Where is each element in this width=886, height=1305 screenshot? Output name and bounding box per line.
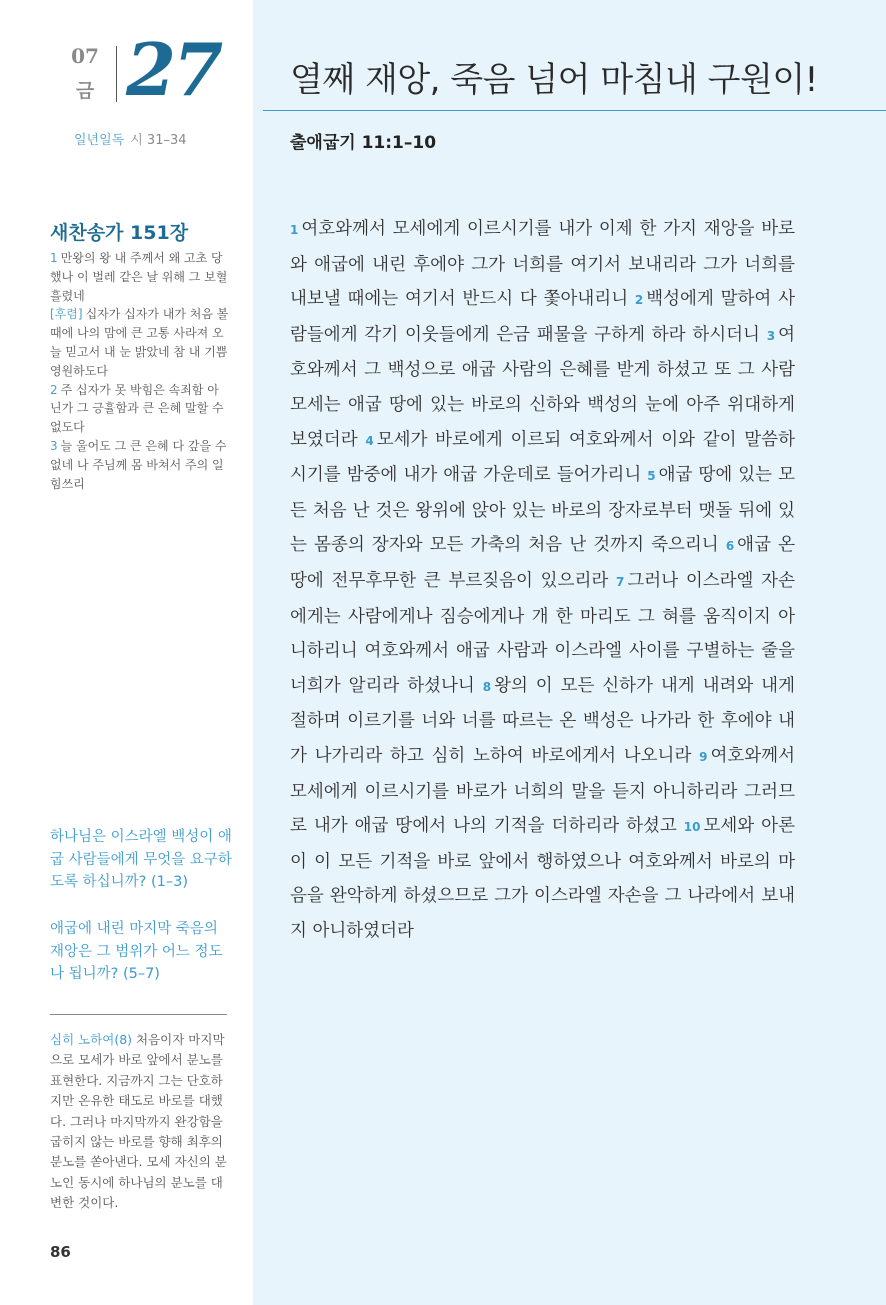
hymn-verse-text: 주 십자가 못 박힘은 속죄함 아닌가 그 긍휼함과 큰 은혜 말할 수 없도다 [50, 382, 224, 435]
verse-number: 2 [634, 293, 644, 308]
sidebar [0, 0, 253, 1305]
verse-number: 9 [699, 749, 708, 764]
hymn-verse [50, 381, 230, 437]
hymn-verse-num: 2 [50, 382, 58, 397]
hymn-verse-text: 늘 울어도 그 큰 은혜 다 갚을 수 없네 나 주님께 몸 바쳐서 주의 일 힘쓰리 [50, 438, 227, 491]
verse-text: 애굽 땅에 있는 모든 처음 난 것은 왕위에 앉아 있는 바로의 장자로부터 맷돌 뒤에 있는 몸종의 장자와 모든 가축의 처음 난 것까지 죽으리니 [290, 465, 795, 556]
verse-text: 여호와께서 모세에게 이르시기를 바로가 너희의 말을 듣지 아니하리라 그러므로 내가 애굽 땅에서 나의 기적을 더하리라 하셨고 [290, 745, 795, 837]
note-term: 심히 노하여(8) [50, 1032, 133, 1047]
verse-text: 왕의 이 모든 신하가 내게 내려와 내게 절하며 이르기를 너와 너를 따르는 온 백성은 나가라 한 후에야 내가 나가리라 하고 심히 노하여 바로에게서 나오니라 [290, 675, 795, 766]
page-number: 86 [50, 1243, 71, 1261]
verse-number: 7 [616, 574, 625, 589]
hymn-verse [50, 305, 230, 380]
hymn-verse-num: 1 [50, 251, 58, 265]
date-month: 07 [71, 44, 99, 68]
hymn-verse [50, 249, 230, 305]
verse-number: 1 [290, 223, 299, 237]
verse-text: 여호와께서 모세에게 이르시기를 내가 이제 한 가지 재앙을 바로와 애굽에 내린 후에야 그가 너희를 여기서 보내리라 그가 너희를 내보낼 때에는 여기서 반드시 다 쫓아내리니 [290, 219, 795, 310]
yearly-reading-label: 일년일독 [74, 133, 125, 148]
scripture-passage [290, 212, 795, 948]
hymn-verse-num: 3 [50, 438, 58, 453]
date-weekday: 금 [75, 80, 95, 102]
hymn-verse-text: 만왕의 왕 내 주께서 왜 고초 당했나 이 벌레 같은 날 위해 그 보혈 흘렸네 [50, 251, 228, 303]
question-1: 하나님은 이스라엘 백성이 애굽 사람들에게 무엇을 요구하도록 하십니까? (1–3) [50, 829, 232, 890]
verse-text: 그러나 이스라엘 자손에게는 사람에게나 짐승에게나 개 한 마리도 그 혀를 움직이지 아니하리니 여호와께서 애굽 사람과 이스라엘 사이를 구별하는 줄을 너희가 알리라 하셨나니 [290, 570, 795, 696]
verse-text: 모세와 아론이 이 모든 기적을 바로 앞에서 행하였으나 여호와께서 바로의 마음을 완악하게 하셨으므로 그가 이스라엘 자손을 그 나라에서 보내지 아니하였더라 [290, 816, 795, 941]
commentary-note [50, 1030, 230, 1214]
page-title: 열째 재앙, 죽음 넘어 마침내 구원이! [290, 60, 818, 100]
verse-text: 애굽 온 땅에 전무후무한 큰 부르짖음이 있으리라 [290, 535, 795, 591]
verse-number: 5 [647, 469, 656, 484]
verse-number: 3 [766, 328, 776, 343]
yearly-reading [74, 129, 187, 148]
title-underline [263, 110, 886, 111]
sidebar-divider [50, 1014, 227, 1015]
hymn-verse-text: 십자가 십자가 내가 처음 볼 때에 나의 맘에 큰 고통 사라져 오늘 믿고서 내 눈 밝았네 참 내 기쁨 영원하도다 [50, 307, 229, 378]
hymn-verse-num: [후렴] [50, 307, 83, 322]
verse-number: 8 [482, 679, 492, 694]
verse-text: 모세가 바로에게 이르되 여호와께서 이와 같이 말씀하시기를 밤중에 내가 애굽 가운데로 들어가리니 [290, 429, 795, 486]
hymn-verse [50, 437, 230, 493]
verse-text: 여호와께서 그 백성으로 애굽 사람의 은혜를 받게 하셨고 또 그 사람 모세는 애굽 땅에 있는 바로의 신하와 백성의 눈에 아주 위대하게 보였더라 [290, 324, 795, 450]
scripture-reference: 출애굽기 11:1–10 [290, 133, 437, 153]
hymn-lyrics [50, 249, 230, 493]
question-2: 애굽에 내린 마지막 죽음의 재앙은 그 범위가 어느 정도나 됩니까? (5–7) [50, 921, 223, 982]
hymn-title: 새찬송가 151장 [50, 222, 189, 244]
verse-number: 6 [725, 539, 735, 554]
date-day: 27 [126, 27, 221, 112]
date-divider [116, 46, 117, 102]
verse-text: 백성에게 말하여 사람들에게 각기 이웃들에게 은금 패물을 구하게 하라 하시더니 [290, 289, 795, 345]
note-text: 처음이자 마지막으로 모세가 바로 앞에서 분노를 표현한다. 지금까지 그는 단호하지만 온유한 태도로 바로를 대했다. 그러나 마지막까지 완강함을 굽히지 않는 바로를 향해 최후의 분노를 쏟아낸다. 모세 자신의 분노인 동시에 하나님의 분노를 대변한 것이다. [50, 1032, 227, 1211]
verse-number: 10 [683, 820, 701, 835]
yearly-reading-ref: 시 31–34 [130, 133, 187, 148]
verse-number: 4 [365, 433, 374, 448]
